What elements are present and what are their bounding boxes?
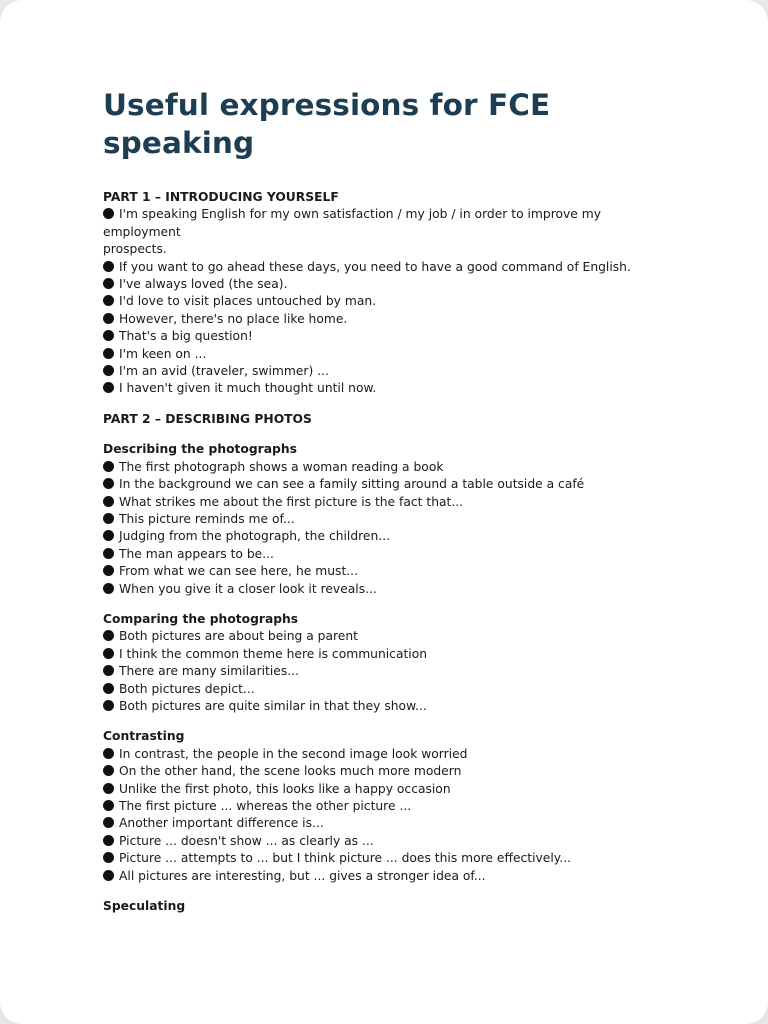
list-item: The first photograph shows a woman reading a book <box>103 459 673 476</box>
list-item: Picture ... doesn't show ... as clearly as ... <box>103 833 673 850</box>
black-circle-bullet-icon <box>103 765 114 776</box>
black-circle-bullet-icon <box>103 261 114 272</box>
list-item: I'm an avid (traveler, swimmer) ... <box>103 363 673 380</box>
black-circle-bullet-icon <box>103 800 114 811</box>
black-circle-bullet-icon <box>103 835 114 846</box>
contrasting-list <box>103 746 673 885</box>
black-circle-bullet-icon <box>103 565 114 576</box>
black-circle-bullet-icon <box>103 382 114 393</box>
list-item: In contrast, the people in the second image look worried <box>103 746 673 763</box>
black-circle-bullet-icon <box>103 648 114 659</box>
list-item: From what we can see here, he must... <box>103 563 673 580</box>
black-circle-bullet-icon <box>103 208 114 219</box>
black-circle-bullet-icon <box>103 295 114 306</box>
comparing-heading: Comparing the photographs <box>103 611 299 626</box>
black-circle-bullet-icon <box>103 817 114 828</box>
list-item: The first picture ... whereas the other picture ... <box>103 798 673 815</box>
list-item: What strikes me about the first picture is the fact that... <box>103 494 673 511</box>
black-circle-bullet-icon <box>103 365 114 376</box>
list-item: However, there's no place like home. <box>103 311 673 328</box>
part2-section <box>103 411 673 916</box>
list-item: I haven't given it much thought until now. <box>103 380 673 397</box>
list-item: Unlike the first photo, this looks like a happy occasion <box>103 781 673 798</box>
black-circle-bullet-icon <box>103 530 114 541</box>
describing-heading: Describing the photographs <box>103 442 297 457</box>
black-circle-bullet-icon <box>103 330 114 341</box>
list-item: When you give it a closer look it reveals... <box>103 581 673 598</box>
list-item: This picture reminds me of... <box>103 511 673 528</box>
list-item: I've always loved (the sea). <box>103 276 673 293</box>
list-item: The man appears to be... <box>103 546 673 563</box>
black-circle-bullet-icon <box>103 748 114 759</box>
contrasting-heading: Contrasting <box>103 729 185 744</box>
black-circle-bullet-icon <box>103 683 114 694</box>
black-circle-bullet-icon <box>103 313 114 324</box>
list-item: On the other hand, the scene looks much more modern <box>103 763 673 780</box>
list-item: Another important difference is... <box>103 815 673 832</box>
black-circle-bullet-icon <box>103 461 114 472</box>
list-item: I'd love to visit places untouched by man. <box>103 293 673 310</box>
list-item: Both pictures are quite similar in that they show... <box>103 698 673 715</box>
list-item: There are many similarities... <box>103 663 673 680</box>
black-circle-bullet-icon <box>103 852 114 863</box>
list-item: In the background we can see a family sitting around a table outside a café <box>103 476 673 493</box>
list-item: I'm keen on ... <box>103 346 673 363</box>
black-circle-bullet-icon <box>103 783 114 794</box>
list-item: If you want to go ahead these days, you need to have a good command of English. <box>103 259 673 276</box>
list-item: Judging from the photograph, the children... <box>103 528 673 545</box>
list-item: All pictures are interesting, but ... gives a stronger idea of... <box>103 868 673 885</box>
part1-section <box>103 189 673 398</box>
speculating-heading: Speculating <box>103 899 186 914</box>
list-item: I'm speaking English for my own satisfaction / my job / in order to improve my employment prospects. <box>103 207 602 257</box>
black-circle-bullet-icon <box>103 478 114 489</box>
black-circle-bullet-icon <box>103 513 114 524</box>
describing-list <box>103 459 673 598</box>
comparing-list <box>103 628 673 715</box>
black-circle-bullet-icon <box>103 583 114 594</box>
black-circle-bullet-icon <box>103 348 114 359</box>
list-item: I think the common theme here is communication <box>103 646 673 663</box>
black-circle-bullet-icon <box>103 548 114 559</box>
document-title: Useful expressions for FCE speaking <box>103 88 551 160</box>
list-item: Picture ... attempts to ... but I think picture ... does this more effectively... <box>103 850 673 867</box>
black-circle-bullet-icon <box>103 870 114 881</box>
document-content <box>103 86 673 915</box>
part2-heading: PART 2 – DESCRIBING PHOTOS <box>103 411 312 426</box>
part1-list <box>103 206 673 397</box>
black-circle-bullet-icon <box>103 630 114 641</box>
black-circle-bullet-icon <box>103 278 114 289</box>
black-circle-bullet-icon <box>103 496 114 507</box>
black-circle-bullet-icon <box>103 665 114 676</box>
black-circle-bullet-icon <box>103 700 114 711</box>
part1-heading: PART 1 – INTRODUCING YOURSELF <box>103 190 339 204</box>
list-item: That's a big question! <box>103 328 673 345</box>
list-item: Both pictures are about being a parent <box>103 628 673 645</box>
list-item: Both pictures depict... <box>103 681 673 698</box>
